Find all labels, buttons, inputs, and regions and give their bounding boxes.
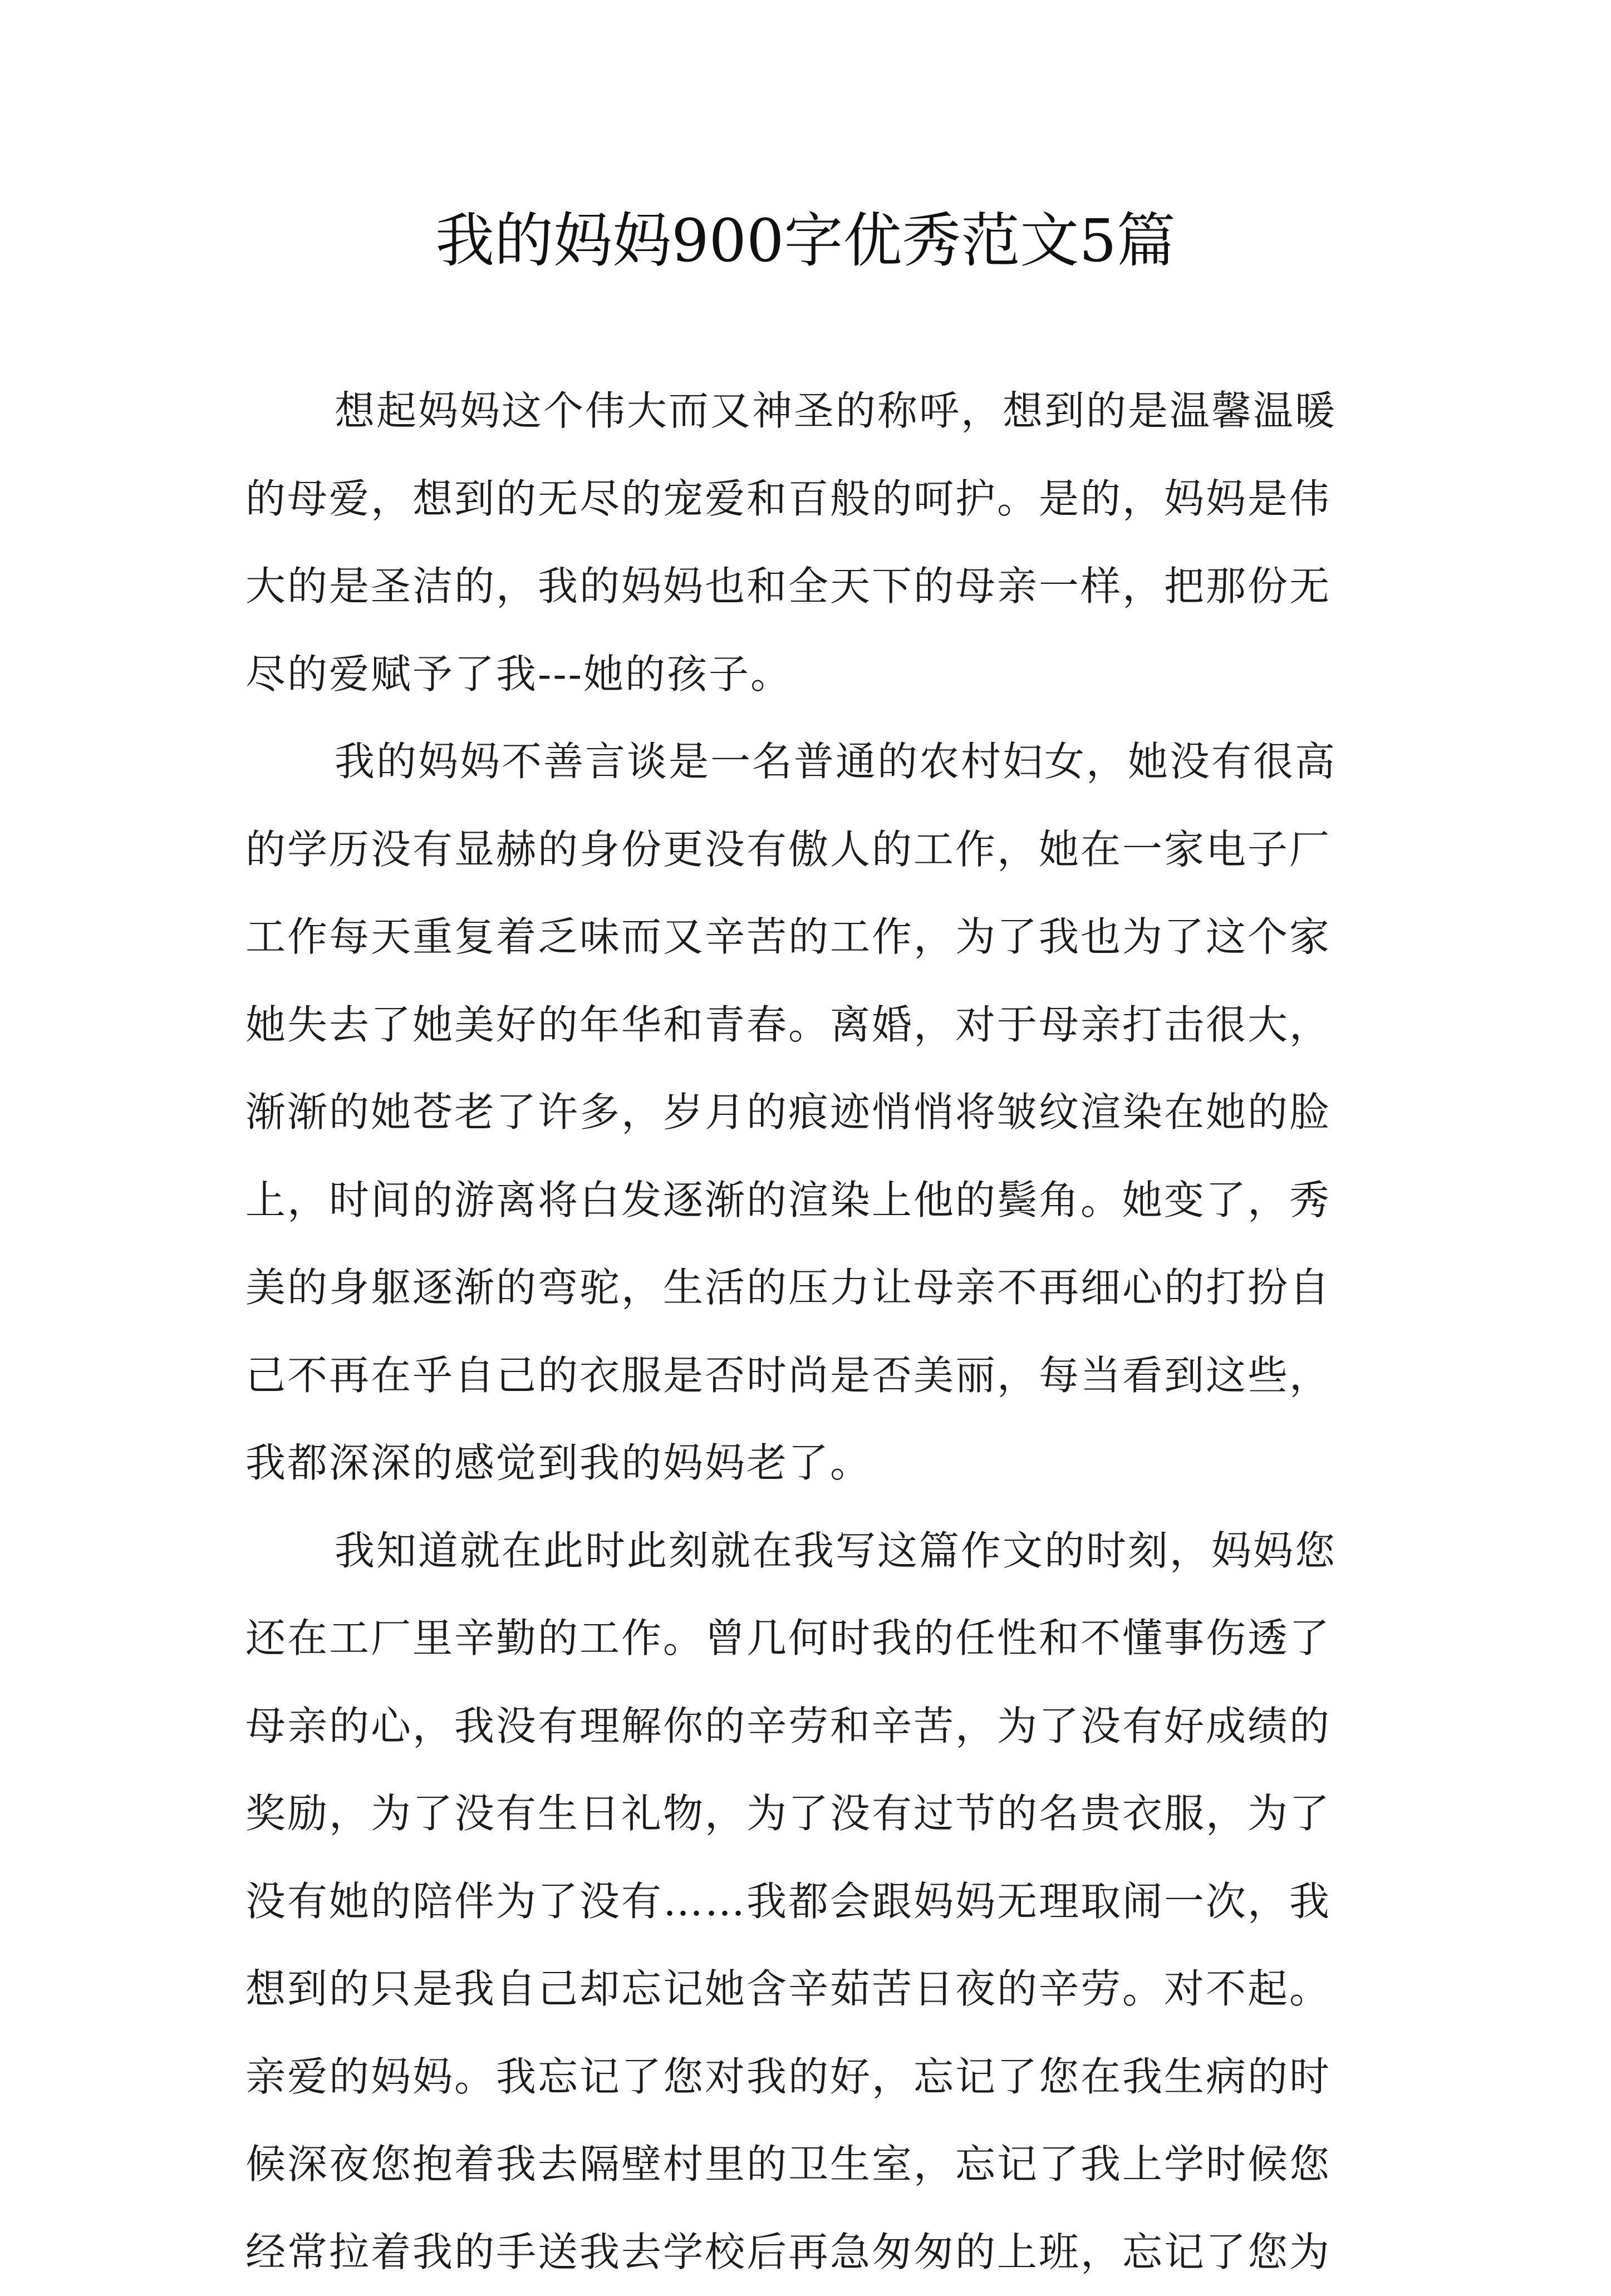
text-line: 的学历没有显赫的身份更没有傲人的工作，她在一家电子厂 xyxy=(245,806,1387,894)
document-title: 我的妈妈900字优秀范文5篇 xyxy=(0,205,1611,277)
text-line: 候深夜您抱着我去隔壁村里的卫生室，忘记了我上学时候您 xyxy=(245,2121,1387,2209)
text-line: 我的妈妈不善言谈是一名普通的农村妇女，她没有很高 xyxy=(245,718,1387,806)
text-line: 我都深深的感觉到我的妈妈老了。 xyxy=(245,1419,1387,1507)
text-line: 没有她的陪伴为了没有……我都会跟妈妈无理取闹一次，我 xyxy=(245,1858,1387,1946)
text-line: 美的身躯逐渐的弯驼，生活的压力让母亲不再细心的打扮自 xyxy=(245,1244,1387,1332)
text-line: 工作每天重复着乏味而又辛苦的工作，为了我也为了这个家 xyxy=(245,893,1387,981)
document-body xyxy=(245,367,1387,2296)
text-line: 奖励，为了没有生日礼物，为了没有过节的名贵衣服，为了 xyxy=(245,1770,1387,1858)
text-line: 想起妈妈这个伟大而又神圣的称呼，想到的是温馨温暖 xyxy=(245,367,1387,455)
text-line: 母亲的心，我没有理解你的辛劳和辛苦，为了没有好成绩的 xyxy=(245,1683,1387,1771)
text-line: 还在工厂里辛勤的工作。曾几何时我的任性和不懂事伤透了 xyxy=(245,1595,1387,1683)
text-line: 的母爱，想到的无尽的宠爱和百般的呵护。是的，妈妈是伟 xyxy=(245,455,1387,543)
text-line: 大的是圣洁的，我的妈妈也和全天下的母亲一样，把那份无 xyxy=(245,543,1387,631)
text-line: 渐渐的她苍老了许多，岁月的痕迹悄悄将皱纹渲染在她的脸 xyxy=(245,1069,1387,1157)
text-line: 我知道就在此时此刻就在我写这篇作文的时刻，妈妈您 xyxy=(245,1507,1387,1595)
text-line: 上，时间的游离将白发逐渐的渲染上他的鬓角。她变了，秀 xyxy=(245,1157,1387,1245)
text-line: 己不再在乎自己的衣服是否时尚是否美丽，每当看到这些， xyxy=(245,1332,1387,1420)
text-line: 她失去了她美好的年华和青春。离婚，对于母亲打击很大， xyxy=(245,981,1387,1069)
text-line: 尽的爱赋予了我---她的孩子。 xyxy=(245,631,1387,719)
text-line: 经常拉着我的手送我去学校后再急匆匆的上班，忘记了您为 xyxy=(245,2209,1387,2296)
text-line: 亲爱的妈妈。我忘记了您对我的好，忘记了您在我生病的时 xyxy=(245,2033,1387,2121)
text-line: 想到的只是我自己却忘记她含辛茹苦日夜的辛劳。对不起。 xyxy=(245,1945,1387,2033)
